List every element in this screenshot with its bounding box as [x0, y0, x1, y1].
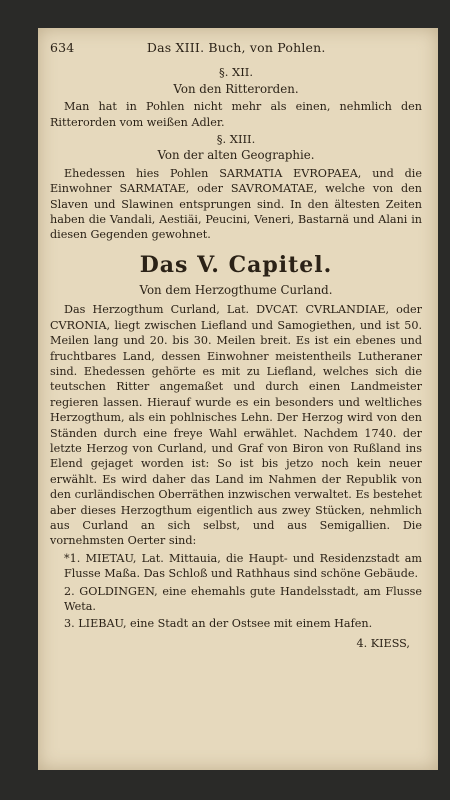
list-item: 3. LIEBAU, eine Stadt an der Ostsee mit einem Hafen.: [64, 617, 373, 631]
chapter-paragraph: Das Herzogthum Curland, Lat. DVCAT. CVRLANDIAE, oder CVRONIA, liegt zwischen Liefland und Samogiethen, und ist 50. Meilen lang und 20. bis 30. Meilen breit. Es ist ein ebenes und fruchtbares Land, dessen Einwohner meistentheils Lutheraner sind. Ehedessen gehörte es mit zu Liefland, welches sich die teutschen Ritter angemaßet und durch einen Landmeister regieren lassen. Hierauf wurde es ein besonders und weltliches Herzogthum, als ein pohlnisches Lehn. Der Herzog wird von den Ständen durch eine freye Wahl erwählet. Nachdem 1740. der letzte Herzog von Curland, und Graf von Biron von Rußland ins Elend gejaget worden ist: So ist bis jetzo noch kein neuer erwählt. Es wird daher das Land im Nahmen der Republik von den curländischen Oberräthen inzwischen verwaltet. Es bestehet aber dieses Herzogthum eigentlich aus zwey Stücken, nehmlich aus Curland an sich selbst, und aus Semigallien. Die vornehmsten Oerter sind:: [50, 303, 422, 548]
page-number: 634: [50, 40, 75, 55]
places-list: [50, 551, 422, 632]
page-header: [50, 40, 422, 55]
section-heading: §. XIII.: [216, 132, 256, 147]
list-item: 2. GOLDINGEN, eine ehemahls gute Handelsstadt, am Flusse Weta.: [64, 584, 422, 613]
page-text: [50, 40, 422, 651]
list-item: *1. MIETAU, Lat. Mittauia, die Haupt- und Residenzstadt am Flusse Maßa. Das Schloß und Rathhaus sind schöne Gebäude.: [64, 551, 422, 581]
section-subheading: Von der alten Geographie.: [157, 148, 315, 163]
chapter-title: Das V. Capitel.: [139, 251, 333, 278]
section-xiii: [50, 132, 422, 243]
section-subheading: Von den Ritterorden.: [173, 81, 299, 96]
section-heading: §. XII.: [219, 65, 253, 80]
section-paragraph: Ehedessen hies Pohlen SARMATIA EVROPAEA, und die Einwohner SARMATAE, oder SAVROMATAE, welche von den Slaven und Slawinen entsprungen sind. In den ältesten Zeiten haben die Vandali, Aestiäi, Peucini, Veneri, Bastarnä und Alani in diesen Gegenden gewohnet.: [50, 166, 422, 242]
section-xii: [50, 65, 422, 130]
catchword: 4. KIESS,: [356, 636, 410, 650]
chapter-subtitle: Von dem Herzogthume Curland.: [139, 282, 333, 297]
section-paragraph: Man hat in Pohlen nicht mehr als einen, nehmlich den Ritterorden vom weißen Adler.: [50, 100, 422, 129]
running-title: Das XIII. Buch, von Pohlen.: [146, 40, 326, 55]
